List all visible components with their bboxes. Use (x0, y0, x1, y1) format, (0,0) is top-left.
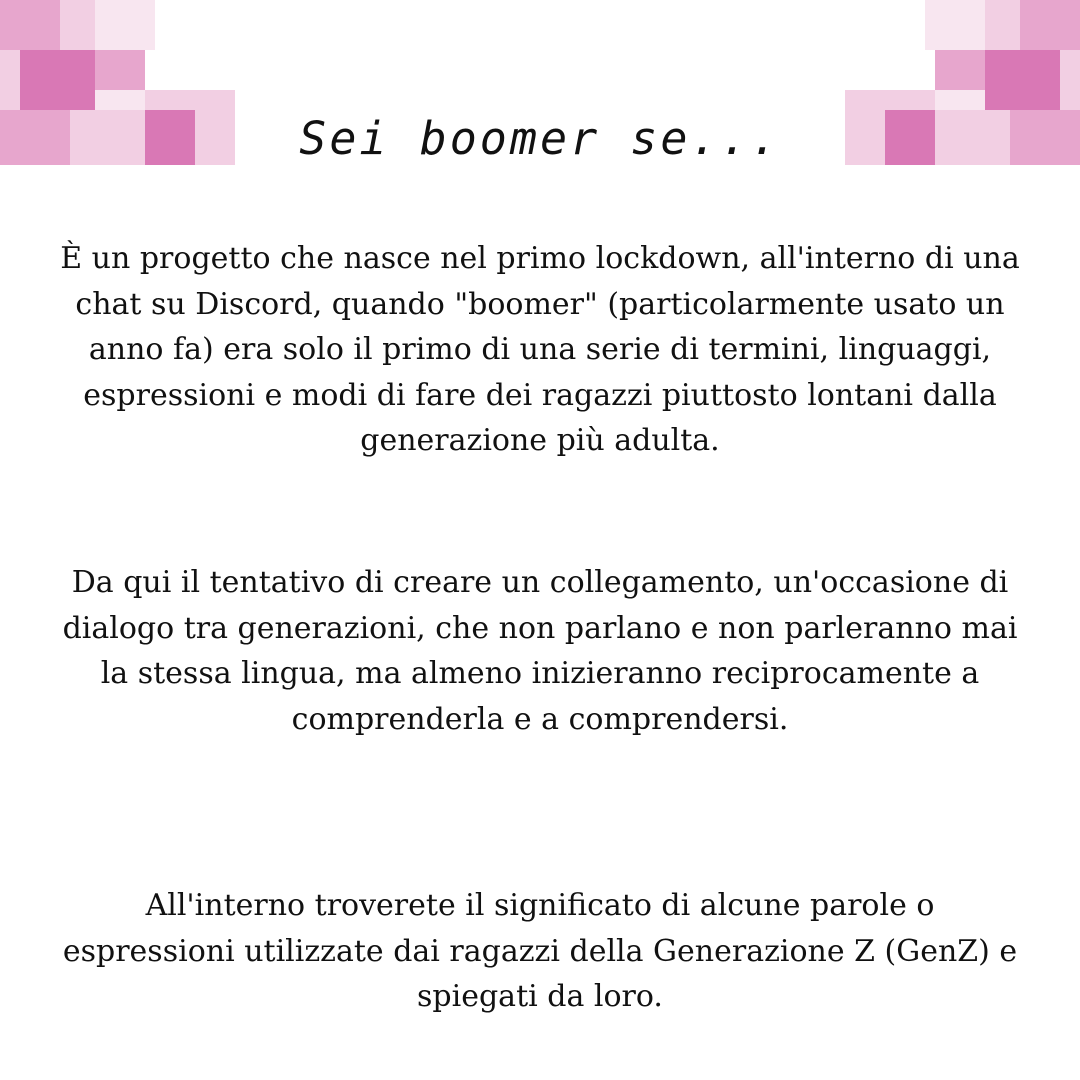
intro-paragraph: È un progetto che nasce nel primo lockdown, all'interno di una chat su Discord, quando "boomer" (particolarmente usato un anno fa) era solo il primo di una serie di termini, linguaggi, espressioni e modi di fare dei ragazzi piuttosto lontani dalla generazione più adulta. (60, 241, 1020, 458)
purpose-paragraph: Da qui il tentativo di creare un collegamento, un'occasione di dialogo tra generazioni, che non parlano e non parleranno mai la stessa lingua, ma almeno inizieranno reciprocamente a comprenderla e a comprendersi. (62, 565, 1018, 737)
contents-paragraph: All'interno troverete il significato di alcune parole o espressioni utilizzate dai ragazzi della Generazione Z (GenZ) e spiegati da loro. (62, 888, 1018, 1014)
page-title: Sei boomer se... (299, 112, 781, 165)
